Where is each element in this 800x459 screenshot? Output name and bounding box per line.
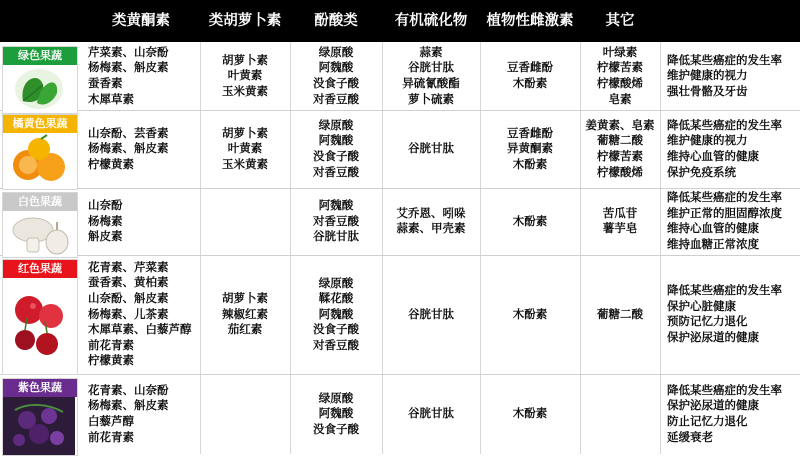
cell-phenolic-acids: [290, 198, 382, 245]
cell-line: 花青素、山奈酚: [88, 382, 169, 397]
cell-line: 木酚素: [512, 306, 548, 321]
cell-line: 维护健康的视力: [667, 133, 748, 148]
cell-phytoestrogens: [480, 214, 580, 230]
cell-line: 保护心脏健康: [667, 298, 736, 313]
category-thumbnail: [2, 114, 78, 190]
cell-line: 蒜素、甲壳素: [396, 221, 466, 236]
cell-line: 对香豆酸: [313, 337, 359, 352]
cell-line: 山奈酚、芸香素: [88, 125, 169, 140]
cell-line: 强壮骨骼及牙齿: [667, 83, 748, 98]
cell-line: 杨梅素: [88, 213, 123, 228]
cell-line: 绿原酸: [318, 44, 354, 59]
category-label: 绿色果蔬: [3, 47, 77, 65]
cell-line: 杨梅素、儿茶素: [88, 306, 169, 321]
cell-line: 木酚素: [512, 406, 548, 421]
cell-line: 谷胱甘肽: [408, 306, 454, 321]
cell-line: 豆香雌酚: [507, 125, 553, 140]
cell-phytoestrogens: [480, 307, 580, 323]
cell-line: 木犀草素、白藜芦醇: [88, 322, 192, 337]
cell-line: 绿原酸: [318, 390, 354, 405]
cell-line: 苦瓜苷: [602, 205, 638, 220]
cell-carotenoids: [200, 291, 290, 338]
cell-benefits: [667, 53, 797, 100]
cell-line: 芹菜素、山奈酚: [88, 44, 169, 59]
cell-line: 阿魏酸: [318, 133, 354, 148]
cell-line: 谷胱甘肽: [408, 406, 454, 421]
cell-line: 木酚素: [512, 213, 548, 228]
cell-line: 姜黄素、皂素: [585, 117, 655, 132]
header-carotenoids: 类胡萝卜素: [208, 13, 282, 29]
category-label: 紫色果蔬: [3, 379, 77, 397]
cell-line: 维持心血管的健康: [667, 148, 759, 163]
header-phenolic-acids: 酚酸类: [314, 13, 358, 29]
orange-produce-image: [3, 133, 77, 189]
cell-line: 维护健康的视力: [667, 68, 748, 83]
cell-line: 降低某些癌症的发生率: [667, 117, 782, 132]
cell-line: 谷胱甘肽: [313, 229, 359, 244]
cell-line: 杨梅素、斛皮素: [88, 60, 169, 75]
cell-line: 降低某些癌症的发生率: [667, 52, 782, 67]
cell-line: 谷胱甘肽: [408, 60, 454, 75]
cell-line: 柠檬酸烯: [597, 164, 643, 179]
cell-others: [580, 45, 660, 107]
category-label: 橘黄色果蔬: [3, 115, 77, 133]
cell-line: 木酚素: [512, 156, 548, 171]
cell-line: 木犀草素: [88, 91, 134, 106]
cell-line: 蚕香素、黄柏素: [88, 275, 169, 290]
cell-benefits: [667, 118, 797, 180]
cell-line: 阿魏酸: [318, 60, 354, 75]
cell-organosulfur: [382, 141, 480, 157]
cell-organosulfur: [382, 406, 480, 422]
cell-line: 花青素、芹菜素: [88, 259, 169, 274]
cell-line: 对香豆酸: [313, 213, 359, 228]
table-header: [0, 0, 800, 42]
cell-line: 异硫氰酸酯: [402, 75, 460, 90]
cell-organosulfur: [382, 206, 480, 237]
cell-line: 皂素: [608, 91, 632, 106]
cell-line: 谷胱甘肽: [408, 141, 454, 156]
cell-phytoestrogens: [480, 406, 580, 422]
cell-line: 山奈酚、斛皮素: [88, 291, 169, 306]
cell-line: 胡萝卜素: [222, 125, 268, 140]
cell-line: 没食子酸: [313, 148, 359, 163]
cell-line: 杨梅素、斛皮素: [88, 398, 169, 413]
cell-line: 白藜芦醇: [88, 413, 134, 428]
header-organosulfur: 有机硫化物: [394, 13, 468, 29]
cell-phenolic-acids: [290, 118, 382, 180]
cell-line: 叶绿素: [602, 44, 638, 59]
cell-line: 阿魏酸: [318, 306, 354, 321]
cell-flavonoids: [88, 198, 200, 245]
cell-line: 蒜素: [419, 44, 443, 59]
cell-flavonoids: [88, 260, 200, 369]
cell-line: 豆香雌酚: [507, 60, 553, 75]
cell-phytoestrogens: [480, 60, 580, 91]
cell-line: 保护免疫系统: [667, 164, 736, 179]
cell-line: 防止记忆力退化: [667, 413, 748, 428]
cell-line: 葡糖二酸: [597, 306, 643, 321]
cell-line: 胡萝卜素: [222, 52, 268, 67]
category-label: 红色果蔬: [3, 260, 77, 278]
cell-others: [580, 307, 660, 323]
cell-line: 延缓衰老: [667, 429, 713, 444]
cell-line: 葡糖二酸: [597, 133, 643, 148]
red-produce-image: [3, 278, 77, 374]
cell-line: 薯芋皂: [602, 221, 638, 236]
category-thumbnail: [2, 378, 78, 456]
purple-produce-image: [3, 397, 77, 455]
table-row: [0, 255, 800, 375]
cell-line: 维持心血管的健康: [667, 221, 759, 236]
cell-line: 木酚素: [512, 75, 548, 90]
green-produce-image: [3, 65, 77, 113]
cell-line: 异黄酮素: [507, 141, 553, 156]
cell-line: 前花青素: [88, 337, 134, 352]
cell-line: 保护泌尿道的健康: [667, 330, 759, 345]
cell-organosulfur: [382, 45, 480, 107]
cell-line: 山奈酚: [88, 198, 123, 213]
cell-line: 叶黄素: [227, 68, 263, 83]
cell-line: 玉米黄素: [222, 83, 268, 98]
cell-line: 没食子酸: [313, 322, 359, 337]
cell-carotenoids: [200, 126, 290, 173]
cell-line: 柠檬苦素: [597, 60, 643, 75]
category-thumbnail: [2, 46, 78, 114]
cell-organosulfur: [382, 307, 480, 323]
cell-line: 斛皮素: [88, 229, 123, 244]
cell-line: 保护泌尿道的健康: [667, 398, 759, 413]
cell-line: 维持血糖正常浓度: [667, 237, 759, 252]
cell-line: 预防记忆力退化: [667, 314, 748, 329]
cell-others: [580, 118, 660, 180]
cell-line: 维护正常的胆固醇浓度: [667, 205, 782, 220]
cell-flavonoids: [88, 45, 200, 107]
cell-line: 萝卜硫素: [408, 91, 454, 106]
cell-line: 蚕香素: [88, 75, 123, 90]
category-label: 白色果蔬: [3, 193, 77, 211]
cell-line: 对香豆酸: [313, 164, 359, 179]
cell-phenolic-acids: [290, 276, 382, 354]
cell-carotenoids: [200, 53, 290, 100]
cell-line: 玉米黄素: [222, 156, 268, 171]
cell-line: 绿原酸: [318, 275, 354, 290]
header-flavonoids: 类黄酮素: [112, 13, 170, 29]
cell-others: [580, 206, 660, 237]
cell-line: 绿原酸: [318, 117, 354, 132]
cell-flavonoids: [88, 383, 200, 445]
cell-line: 鞣花酸: [318, 291, 354, 306]
cell-line: 降低某些癌症的发生率: [667, 382, 782, 397]
table-row: [0, 42, 800, 111]
cell-line: 前花青素: [88, 429, 134, 444]
table-row: [0, 110, 800, 189]
header-phytoestrogens: 植物性雌激素: [486, 13, 574, 29]
cell-line: 辣椒红素: [222, 306, 268, 321]
table-row: [0, 374, 800, 454]
cell-line: 降低某些癌症的发生率: [667, 283, 782, 298]
cell-line: 阿魏酸: [318, 198, 354, 213]
cell-line: 杨梅素、斛皮素: [88, 141, 169, 156]
cell-line: 柠檬黄素: [88, 156, 134, 171]
cell-line: 叶黄素: [227, 141, 263, 156]
cell-line: 没食子酸: [313, 421, 359, 436]
cell-line: 柠檬酸烯: [597, 75, 643, 90]
header-others: 其它: [605, 13, 635, 29]
cell-benefits: [667, 190, 797, 252]
cell-line: 柠檬黄素: [88, 353, 134, 368]
cell-flavonoids: [88, 126, 200, 173]
cell-line: 降低某些癌症的发生率: [667, 190, 782, 205]
cell-line: 胡萝卜素: [222, 291, 268, 306]
cell-line: 艾乔恩、吲哚: [396, 205, 466, 220]
cell-phenolic-acids: [290, 45, 382, 107]
cell-line: 没食子酸: [313, 75, 359, 90]
cell-line: 阿魏酸: [318, 406, 354, 421]
cell-line: 柠檬苦素: [597, 148, 643, 163]
white-produce-image: [3, 211, 77, 257]
cell-phytoestrogens: [480, 126, 580, 173]
cell-phenolic-acids: [290, 391, 382, 438]
table-row: [0, 188, 800, 256]
cell-benefits: [667, 383, 797, 445]
cell-line: 对香豆酸: [313, 91, 359, 106]
category-thumbnail: [2, 259, 78, 375]
cell-line: 茄红素: [227, 322, 263, 337]
category-thumbnail: [2, 192, 78, 258]
cell-benefits: [667, 283, 797, 345]
